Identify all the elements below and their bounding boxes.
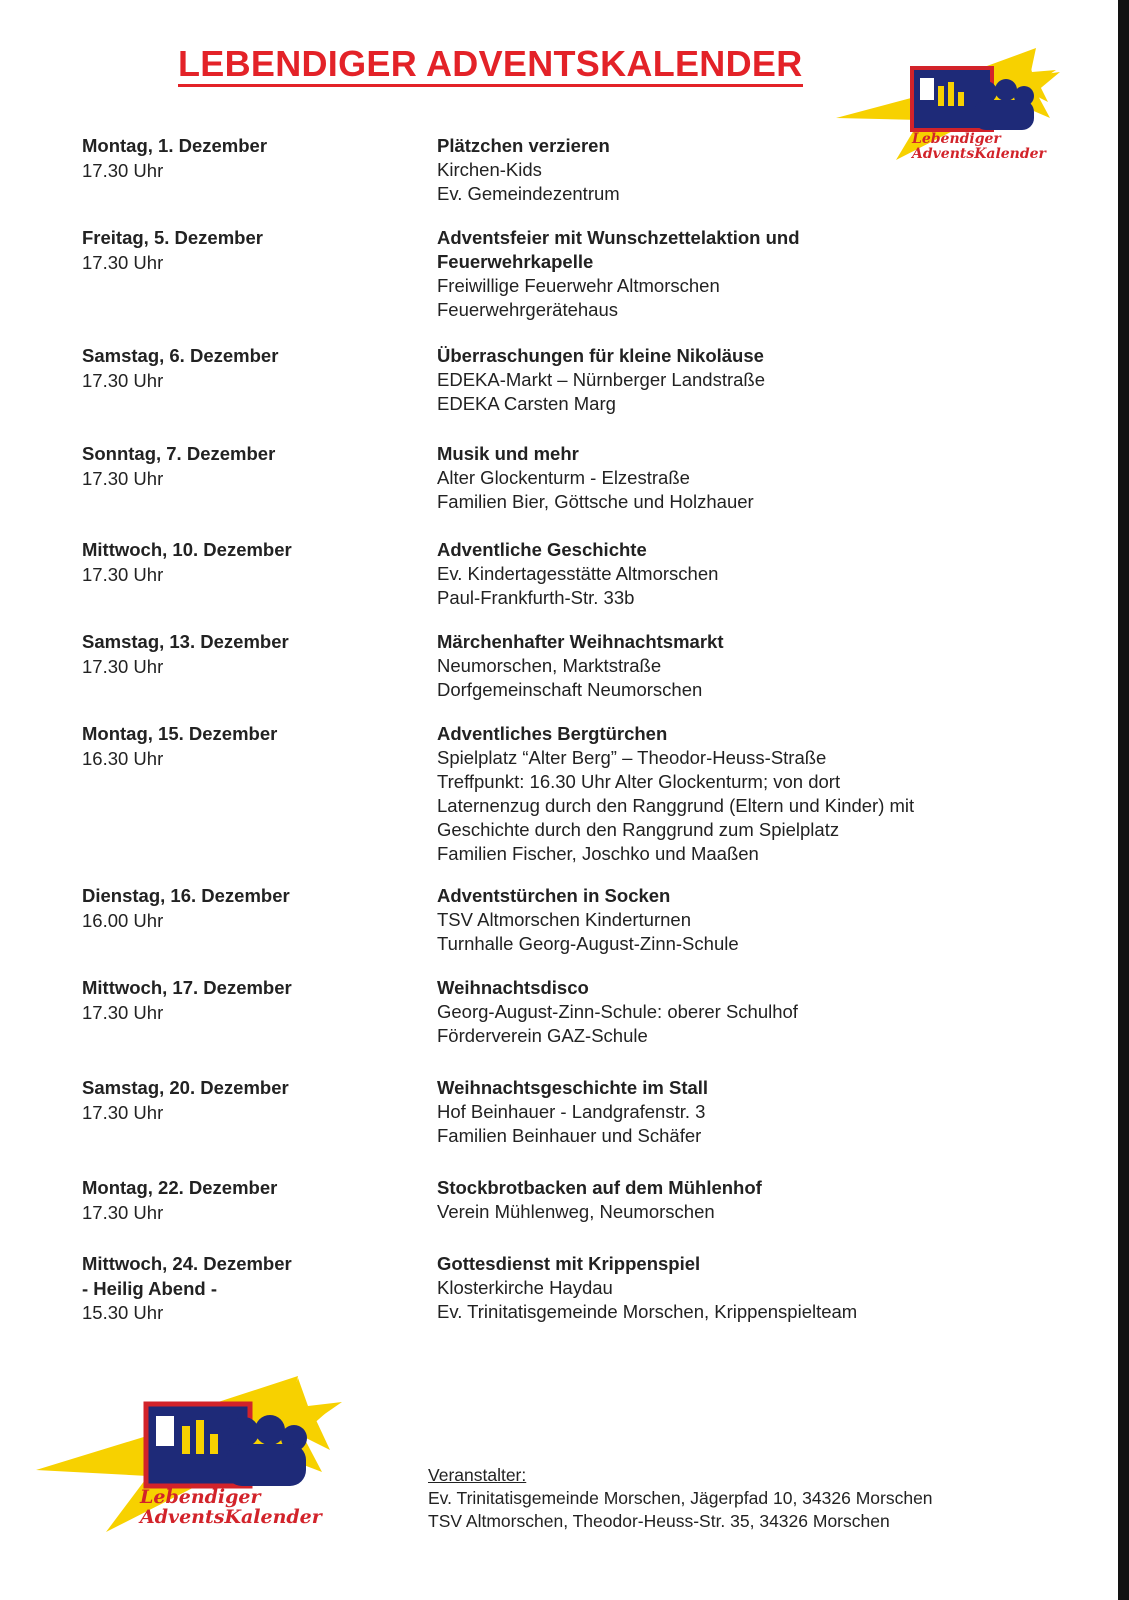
event-title: Plätzchen verzieren — [437, 135, 610, 156]
organizer-line: TSV Altmorschen, Theodor-Heuss-Str. 35, 34326 Morschen — [428, 1511, 890, 1531]
logo-text-line2: AdventsKalender — [140, 1505, 322, 1528]
event-date: Samstag, 13. Dezember — [82, 631, 289, 652]
event-date: Montag, 22. Dezember — [82, 1177, 278, 1198]
event-time: 17.30 Uhr — [82, 369, 164, 391]
logo-text-line2: AdventsKalender — [912, 145, 1046, 162]
event-detail: Freiwillige Feuerwehr Altmorschen — [437, 275, 720, 296]
event-time: 17.30 Uhr — [82, 467, 164, 489]
organizer-block — [428, 1464, 1068, 1533]
event-detail: Ev. Trinitatisgemeinde Morschen, Krippenspielteam — [437, 1301, 858, 1322]
event-detail: Ev. Gemeindezentrum — [437, 183, 620, 204]
event-title: Adventstürchen in Socken — [437, 885, 671, 906]
event-time: 17.30 Uhr — [82, 1101, 164, 1123]
event-title: Adventliches Bergtürchen — [437, 723, 668, 744]
event-date: Montag, 1. Dezember — [82, 135, 268, 156]
event-time: 17.30 Uhr — [82, 655, 164, 677]
event-detail: Georg-August-Zinn-Schule: oberer Schulhof — [437, 1001, 798, 1022]
event-detail: Förderverein GAZ-Schule — [437, 1025, 648, 1046]
event-date: Dienstag, 16. Dezember — [82, 885, 290, 906]
event-date: Mittwoch, 10. Dezember — [82, 539, 292, 560]
logo-text-line1: Lebendiger — [912, 131, 1001, 147]
event-detail: Verein Mühlenweg, Neumorschen — [437, 1201, 715, 1222]
event-title: Märchenhafter Weihnachtsmarkt — [437, 631, 724, 652]
event-time: 16.00 Uhr — [82, 909, 164, 931]
event-detail: Kirchen-Kids — [437, 159, 542, 180]
event-date: Mittwoch, 17. Dezember — [82, 977, 292, 998]
event-title: Adventliche Geschichte — [437, 539, 647, 560]
event-detail: Alter Glockenturm - Elzestraße — [437, 467, 690, 488]
event-date: Montag, 15. Dezember — [82, 723, 278, 744]
event-date: Mittwoch, 24. Dezember — [82, 1253, 292, 1274]
event-title: Stockbrotbacken auf dem Mühlenhof — [437, 1177, 762, 1198]
event-detail: Familien Bier, Göttsche und Holzhauer — [437, 491, 754, 512]
event-detail: Spielplatz “Alter Berg” – Theodor-Heuss-Straße — [437, 747, 827, 768]
event-time: 17.30 Uhr — [82, 1001, 164, 1023]
event-detail: Familien Fischer, Joschko und Maaßen — [437, 843, 759, 864]
logo-text-line1: Lebendiger — [140, 1486, 261, 1508]
event-detail: Klosterkirche Haydau — [437, 1277, 613, 1298]
event-detail: EDEKA Carsten Marg — [437, 393, 616, 414]
event-detail: Hof Beinhauer - Landgrafenstr. 3 — [437, 1101, 706, 1122]
event-detail: Laternenzug durch den Ranggrund (Eltern und Kinder) mit — [437, 795, 915, 816]
page-title: LEBENDIGER ADVENTSKALENDER — [178, 44, 803, 87]
page-edge-bar — [1118, 0, 1129, 1600]
event-detail: Dorfgemeinschaft Neumorschen — [437, 679, 703, 700]
event-title: Weihnachtsgeschichte im Stall — [437, 1077, 709, 1098]
event-title: Gottesdienst mit Krippenspiel — [437, 1253, 701, 1274]
event-detail: Geschichte durch den Ranggrund zum Spielplatz — [437, 819, 840, 840]
event-date: Samstag, 6. Dezember — [82, 345, 279, 366]
event-time: 17.30 Uhr — [82, 251, 164, 273]
event-date: Freitag, 5. Dezember — [82, 227, 263, 248]
event-time: 17.30 Uhr — [82, 159, 164, 181]
event-time: 16.30 Uhr — [82, 747, 164, 769]
event-detail: Paul-Frankfurth-Str. 33b — [437, 587, 635, 608]
organizer-line: Ev. Trinitatisgemeinde Morschen, Jägerpfad 10, 34326 Morschen — [428, 1488, 933, 1508]
event-title: Weihnachtsdisco — [437, 977, 589, 998]
event-time: 17.30 Uhr — [82, 1201, 164, 1223]
event-detail: TSV Altmorschen Kinderturnen — [437, 909, 691, 930]
event-title: Musik und mehr — [437, 443, 579, 464]
event-detail: Turnhalle Georg-August-Zinn-Schule — [437, 933, 739, 954]
event-detail: Feuerwehrgerätehaus — [437, 299, 618, 320]
event-detail: Neumorschen, Marktstraße — [437, 655, 662, 676]
event-time: 17.30 Uhr — [82, 563, 164, 585]
event-date: Samstag, 20. Dezember — [82, 1077, 289, 1098]
event-title: Überraschungen für kleine Nikoläuse — [437, 345, 764, 366]
event-time: 15.30 Uhr — [82, 1302, 164, 1323]
event-detail: EDEKA-Markt – Nürnberger Landstraße — [437, 369, 765, 390]
event-title: Adventsfeier mit Wunschzettelaktion und Feuerwehrkapelle — [437, 227, 800, 272]
event-date: Sonntag, 7. Dezember — [82, 443, 276, 464]
event-detail: Treffpunkt: 16.30 Uhr Alter Glockenturm; von dort — [437, 771, 841, 792]
organizer-label: Veranstalter: — [428, 1465, 527, 1485]
logo-bottom — [36, 1372, 356, 1552]
event-detail: Ev. Kindertagesstätte Altmorschen — [437, 563, 719, 584]
event-subtitle: - Heilig Abend - — [82, 1277, 217, 1299]
event-detail: Familien Beinhauer und Schäfer — [437, 1125, 702, 1146]
